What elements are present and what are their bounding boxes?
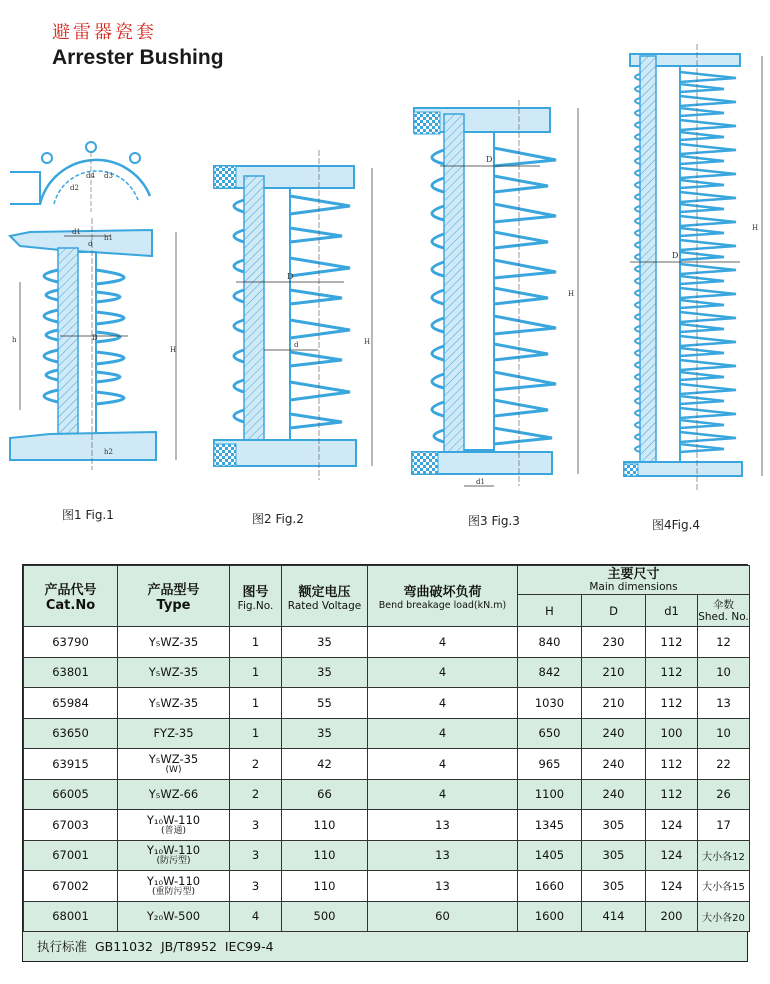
figure-1-top-view bbox=[10, 142, 150, 212]
header-cat-cn: 产品代号 bbox=[44, 583, 97, 598]
cell-d1: 112 bbox=[646, 779, 698, 810]
header-load-cn: 弯曲破坏负荷 bbox=[403, 585, 482, 600]
page-title-en: Arrester Bushing bbox=[52, 46, 224, 69]
cell-D: 230 bbox=[582, 627, 646, 658]
fig1-dim-D: D bbox=[92, 334, 98, 342]
cell-D: 305 bbox=[582, 840, 646, 871]
figure-4 bbox=[624, 44, 762, 490]
cell-volt: 110 bbox=[282, 871, 368, 902]
cell-H: 1405 bbox=[518, 840, 582, 871]
fig2-dim-H: H bbox=[364, 338, 371, 346]
cell-d1: 112 bbox=[646, 688, 698, 719]
cell-volt: 35 bbox=[282, 718, 368, 749]
cell-D: 240 bbox=[582, 718, 646, 749]
table-row bbox=[24, 627, 750, 658]
cell-load: 60 bbox=[368, 901, 518, 932]
cell-volt: 110 bbox=[282, 840, 368, 871]
cell-type bbox=[118, 688, 230, 719]
cell-d1: 124 bbox=[646, 810, 698, 841]
table-row bbox=[24, 657, 750, 688]
cell-d1: 200 bbox=[646, 901, 698, 932]
cell-D: 240 bbox=[582, 779, 646, 810]
cell-type bbox=[118, 840, 230, 871]
fig4-dim-D: D bbox=[672, 251, 679, 260]
header-volt-en: Rated Voltage bbox=[287, 599, 362, 612]
cell-H: 1030 bbox=[518, 688, 582, 719]
cell-cat: 68001 bbox=[24, 901, 118, 932]
page-title-cn: 避雷器瓷套 bbox=[52, 22, 157, 43]
header-type bbox=[118, 566, 230, 627]
header-shed-cn: 伞数 bbox=[713, 598, 734, 611]
figure-2 bbox=[214, 150, 372, 480]
fig2-dim-D: D bbox=[287, 272, 294, 281]
cell-cat: 66005 bbox=[24, 779, 118, 810]
cell-fig: 3 bbox=[230, 810, 282, 841]
cell-volt: 55 bbox=[282, 688, 368, 719]
dim-d4: d4 bbox=[86, 172, 95, 180]
cell-cat: 67002 bbox=[24, 871, 118, 902]
fig1-dim-h: h bbox=[12, 336, 17, 344]
cell-fig: 1 bbox=[230, 657, 282, 688]
header-fig-cn: 图号 bbox=[242, 584, 269, 600]
cell-shed: 10 bbox=[698, 718, 750, 749]
cell-H: 842 bbox=[518, 657, 582, 688]
cell-load: 4 bbox=[368, 718, 518, 749]
standards-line: 执行标准 GB11032 JB/T8952 IEC99-4 bbox=[37, 939, 274, 954]
cell-fig: 1 bbox=[230, 627, 282, 658]
cell-shed: 26 bbox=[698, 779, 750, 810]
fig3-dim-d1: d1 bbox=[476, 478, 485, 486]
fig3-dim-D: D bbox=[486, 155, 493, 164]
cell-cat: 67003 bbox=[24, 810, 118, 841]
cell-fig: 1 bbox=[230, 688, 282, 719]
type-main: FYZ-35 bbox=[153, 726, 194, 741]
cell-type bbox=[118, 901, 230, 932]
cell-shed: 大小各20 bbox=[698, 901, 750, 932]
cell-H: 650 bbox=[518, 718, 582, 749]
cell-type bbox=[118, 779, 230, 810]
cell-cat: 63790 bbox=[24, 627, 118, 658]
cell-D: 305 bbox=[582, 810, 646, 841]
figure-1-caption: 图1 Fig.1 bbox=[62, 508, 114, 522]
type-main: Y₅WZ-35 bbox=[148, 751, 199, 766]
cell-d1: 112 bbox=[646, 749, 698, 780]
type-sub: (普通) bbox=[160, 825, 187, 836]
figure-1-side-view bbox=[10, 218, 176, 470]
cell-d1: 124 bbox=[646, 840, 698, 871]
table-header-row-1 bbox=[24, 566, 750, 595]
cell-D: 305 bbox=[582, 871, 646, 902]
cell-d1: 100 bbox=[646, 718, 698, 749]
figure-4-caption: 图4Fig.4 bbox=[652, 518, 701, 532]
table-row bbox=[24, 718, 750, 749]
cell-H: 840 bbox=[518, 627, 582, 658]
header-load-en: Bend breakage load(kN.m) bbox=[378, 600, 507, 611]
table-row bbox=[24, 840, 750, 871]
type-main: Y₅WZ-35 bbox=[148, 695, 199, 710]
fig2-dim-d: d bbox=[294, 341, 299, 349]
table-row bbox=[24, 688, 750, 719]
type-main: Y₅WZ-66 bbox=[148, 787, 199, 802]
cell-fig: 1 bbox=[230, 718, 282, 749]
cell-cat: 65984 bbox=[24, 688, 118, 719]
cell-load: 4 bbox=[368, 688, 518, 719]
dim-d2: d2 bbox=[70, 184, 79, 192]
header-dims bbox=[518, 566, 750, 595]
header-D: D bbox=[582, 595, 646, 627]
type-main: Y₁₀W-110 bbox=[146, 843, 201, 858]
cell-shed: 10 bbox=[698, 657, 750, 688]
cell-load: 13 bbox=[368, 840, 518, 871]
fig3-dim-H: H bbox=[568, 290, 575, 298]
cell-d1: 112 bbox=[646, 657, 698, 688]
cell-type bbox=[118, 871, 230, 902]
type-sub: (防污型) bbox=[156, 856, 191, 867]
fig1-dim-H: H bbox=[170, 346, 177, 354]
cell-shed: 12 bbox=[698, 627, 750, 658]
cell-fig: 4 bbox=[230, 901, 282, 932]
cell-load: 4 bbox=[368, 749, 518, 780]
table-row bbox=[24, 810, 750, 841]
header-fig bbox=[230, 566, 282, 627]
header-volt bbox=[282, 566, 368, 627]
header-fig-en: Fig.No. bbox=[237, 599, 274, 612]
header-shed-en: Shed. No. bbox=[698, 610, 749, 623]
figure-3 bbox=[412, 100, 578, 486]
cell-load: 13 bbox=[368, 810, 518, 841]
cell-d1: 112 bbox=[646, 627, 698, 658]
fig1-dim-h1: h1 bbox=[104, 234, 113, 242]
header-d1: d1 bbox=[646, 595, 698, 627]
fig1-dim-d: d bbox=[88, 240, 93, 248]
cell-cat: 67001 bbox=[24, 840, 118, 871]
cell-d1: 124 bbox=[646, 871, 698, 902]
cell-shed: 大小各12 bbox=[698, 840, 750, 871]
cell-type bbox=[118, 749, 230, 780]
cell-cat: 63650 bbox=[24, 718, 118, 749]
fig4-dim-H: H bbox=[752, 224, 759, 232]
cell-shed: 22 bbox=[698, 749, 750, 780]
fig1-dim-h2: h2 bbox=[104, 448, 113, 456]
cell-type bbox=[118, 627, 230, 658]
cell-D: 414 bbox=[582, 901, 646, 932]
type-sub: (W) bbox=[165, 764, 182, 775]
figure-2-caption: 图2 Fig.2 bbox=[252, 512, 304, 526]
cell-D: 210 bbox=[582, 657, 646, 688]
cell-fig: 2 bbox=[230, 779, 282, 810]
cell-volt: 66 bbox=[282, 779, 368, 810]
cell-fig: 2 bbox=[230, 749, 282, 780]
cell-shed: 13 bbox=[698, 688, 750, 719]
type-main: Y₅WZ-35 bbox=[148, 634, 199, 649]
header-dims-en: Main dimensions bbox=[589, 580, 678, 593]
cell-D: 210 bbox=[582, 688, 646, 719]
header-cat bbox=[24, 566, 118, 627]
table-row bbox=[24, 749, 750, 780]
header-type-en: Type bbox=[156, 598, 191, 613]
cell-H: 1345 bbox=[518, 810, 582, 841]
header-type-cn: 产品型号 bbox=[147, 583, 200, 598]
cell-H: 1100 bbox=[518, 779, 582, 810]
figure-1 bbox=[10, 142, 176, 470]
cell-H: 1660 bbox=[518, 871, 582, 902]
table-row bbox=[24, 779, 750, 810]
cell-load: 4 bbox=[368, 657, 518, 688]
table-row bbox=[24, 871, 750, 902]
cell-load: 4 bbox=[368, 627, 518, 658]
dim-d3: d3 bbox=[104, 172, 113, 180]
cell-cat: 63915 bbox=[24, 749, 118, 780]
cell-volt: 42 bbox=[282, 749, 368, 780]
spec-table-container bbox=[22, 564, 748, 962]
cell-volt: 110 bbox=[282, 810, 368, 841]
cell-type bbox=[118, 810, 230, 841]
cell-volt: 500 bbox=[282, 901, 368, 932]
header-volt-cn: 额定电压 bbox=[298, 584, 351, 600]
header-shed bbox=[698, 595, 750, 627]
cell-shed: 17 bbox=[698, 810, 750, 841]
cell-fig: 3 bbox=[230, 840, 282, 871]
header-H: H bbox=[518, 595, 582, 627]
type-main: Y₁₀W-110 bbox=[146, 812, 201, 827]
figure-3-caption: 图3 Fig.3 bbox=[468, 514, 520, 528]
cell-load: 13 bbox=[368, 871, 518, 902]
cell-load: 4 bbox=[368, 779, 518, 810]
spec-table bbox=[23, 565, 750, 932]
type-main: Y₅WZ-35 bbox=[148, 665, 199, 680]
cell-H: 1600 bbox=[518, 901, 582, 932]
type-main: Y₂₀W-500 bbox=[146, 909, 201, 924]
type-main: Y₁₀W-110 bbox=[146, 873, 201, 888]
type-sub: (重防污型) bbox=[151, 886, 196, 897]
cell-volt: 35 bbox=[282, 657, 368, 688]
cell-volt: 35 bbox=[282, 627, 368, 658]
cell-shed: 大小各15 bbox=[698, 871, 750, 902]
fig1-dim-d1: d1 bbox=[72, 228, 81, 236]
header-load bbox=[368, 566, 518, 627]
cell-D: 240 bbox=[582, 749, 646, 780]
cell-H: 965 bbox=[518, 749, 582, 780]
table-row bbox=[24, 901, 750, 932]
header-cat-en: Cat.No bbox=[45, 598, 96, 613]
cell-type bbox=[118, 718, 230, 749]
cell-fig: 3 bbox=[230, 871, 282, 902]
cell-cat: 63801 bbox=[24, 657, 118, 688]
cell-type bbox=[118, 657, 230, 688]
header-dims-cn: 主要尺寸 bbox=[607, 566, 660, 582]
